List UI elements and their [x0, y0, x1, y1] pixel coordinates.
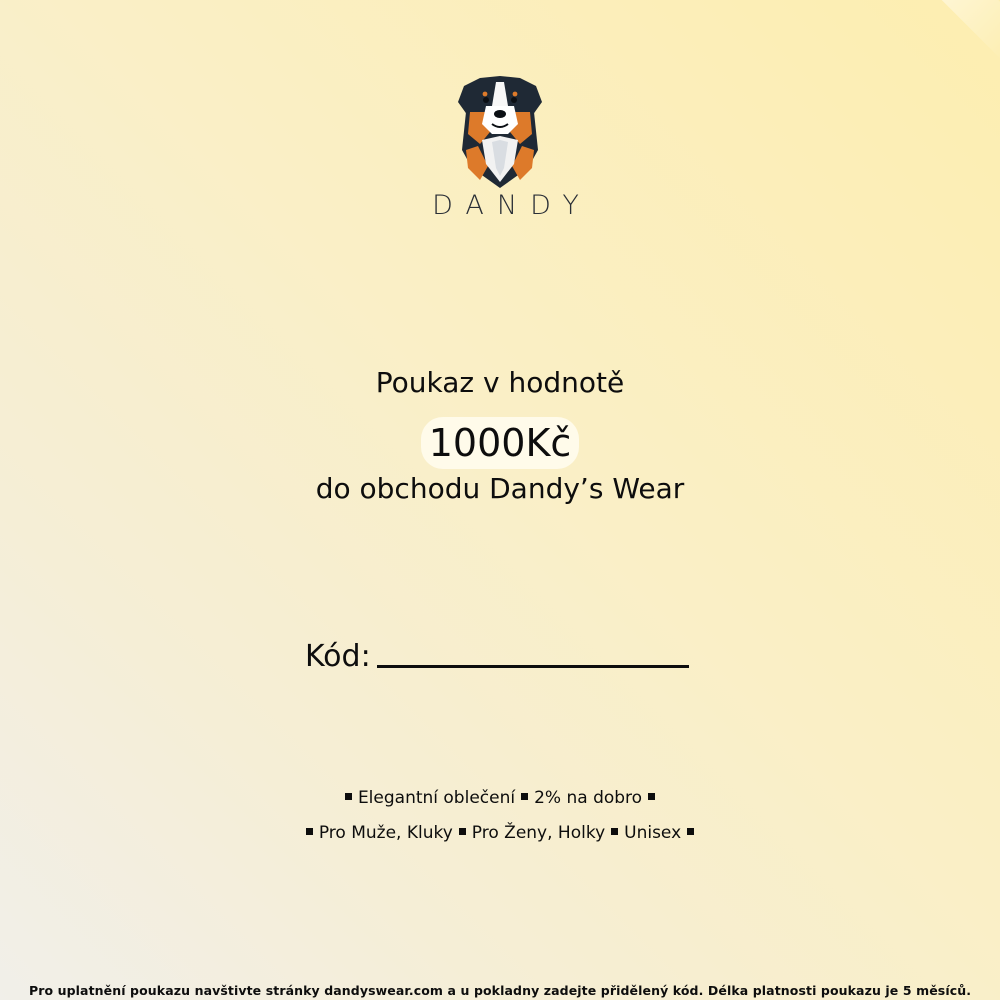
square-bullet-icon — [459, 828, 466, 835]
code-field — [305, 629, 689, 674]
feature-item: Pro Ženy, Holky — [471, 823, 606, 843]
square-bullet-icon — [611, 828, 618, 835]
feature-item: Elegantní oblečení — [357, 788, 516, 808]
voucher-title: Poukaz v hodnotě — [375, 366, 625, 399]
square-bullet-icon — [521, 793, 528, 800]
feature-item: 2% na dobro — [534, 788, 643, 808]
features-line-2 — [0, 823, 1000, 843]
code-blank-line — [377, 631, 689, 668]
brand-wordmark: DANDY — [432, 190, 592, 221]
feature-item: Pro Muže, Kluky — [318, 823, 453, 843]
code-label: Kód: — [305, 639, 371, 674]
voucher-amount: 1000Kč — [421, 417, 580, 469]
square-bullet-icon — [306, 828, 313, 835]
features-line-1 — [0, 788, 1000, 808]
voucher-amount-row — [0, 417, 1000, 469]
square-bullet-icon — [345, 793, 352, 800]
square-bullet-icon — [687, 828, 694, 835]
footer-instructions: Pro uplatnění poukazu navštivte stránky dandyswear.com a u pokladny zadejte přidělený kód. Délka platnosti poukazu je 5 měsíců. — [28, 983, 972, 998]
feature-item: Unisex — [624, 823, 682, 843]
square-bullet-icon — [648, 793, 655, 800]
voucher-subtitle: do obchodu Dandy’s Wear — [315, 472, 685, 505]
bernese-dog-icon — [456, 72, 544, 190]
corner-shine — [807, 0, 1000, 63]
